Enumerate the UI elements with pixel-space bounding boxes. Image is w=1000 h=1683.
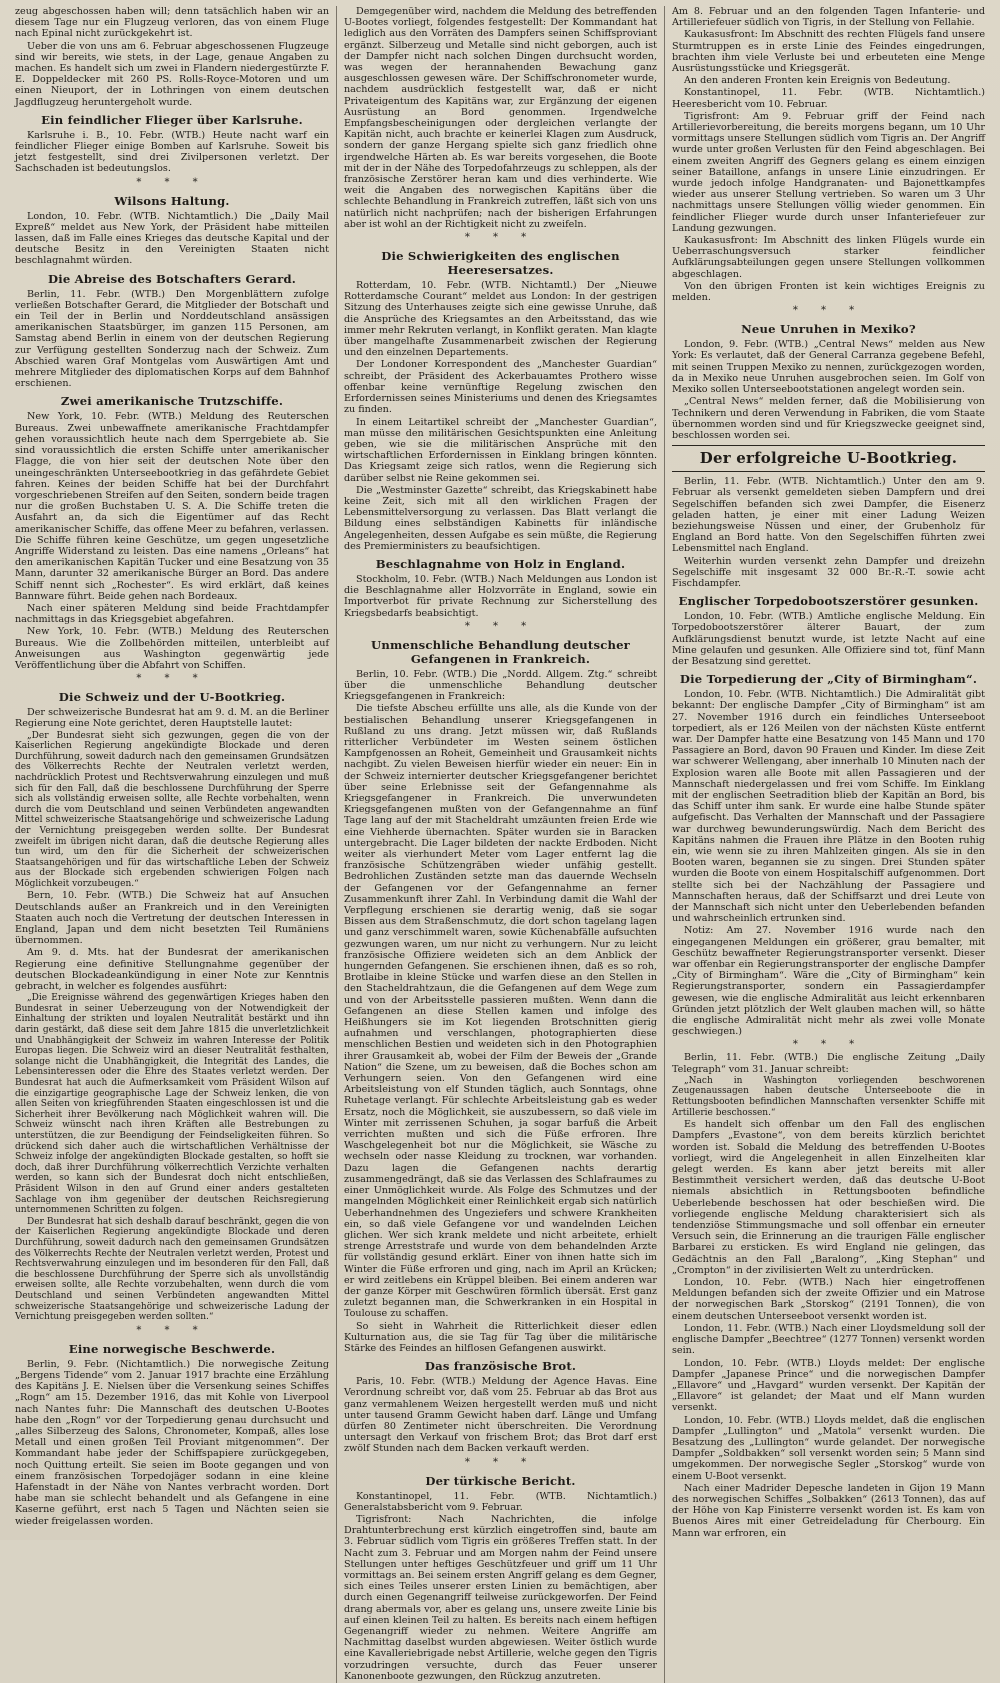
paragraph: London, 9. Febr. (WTB.) „Central News“ melden aus New York: Es verlautet, daß der General Carranza gegebene Befehl, mit seinen Truppen Mexiko zu nennen, zurückgezogen worden, da in Mexiko neue Unruhen ausgebrochen seien. Im Golf von Mexiko sollen Unterseebootstationen angelegt worden sein. <box>672 339 985 396</box>
paragraph: New York, 10. Febr. (WTB.) Meldung des Reuterschen Bureaus. Zwei unbewaffnete amerikanische Frachtdampfer gehen voraussichtlich heute nach dem Sperrgebiete ab. Sie sind voraussichtlich die ersten Schiffe unter amerikanischer Flagge, die von hier seit der deutschen Note über den uneingeschränkten Unterseebootkrieg in das gefährdete Gebiet fahren. Keines der beiden Schiffe hat bei der Durchfahrt vorgeschriebenen Streifen auf den Seiten, sondern beide tragen nur die großen Buchstaben U. S. A. Die Schiffe treten die Ausfahrt an, da sich die Eigentümer auf das Recht amerikanischer Schiffe, das offene Meer zu befahren, verlassen. Die Schiffe führen keine Geschütze, um gegen ungesetzliche Angriffe Widerstand zu leisten. Das eine namens „Orleans“ hat den amerikanischen Kapitän Tucker und eine Besatzung von 35 Mann, darunter 32 amerikanische Bürger an Bord. Das andere Schiff nennt sich „Rochester“. Es wird erklärt, daß keines Bannware führt. Beide gehen nach Bordeaux. <box>15 411 329 602</box>
paragraph: Am 9. d. Mts. hat der Bundesrat der amerikanischen Regierung eine definitive Stellungnahme gegenüber der deutschen Blockadeankündigung in einer Note zur Kenntnis gebracht, in welcher es folgendes ausführt: <box>15 947 329 993</box>
headline-torpedobootszerstoerer: Englischer Torpedobootszerstörer gesunken. <box>678 594 979 609</box>
paragraph: Demgegenüber wird, nachdem die Meldung des betreffenden U-Bootes vorliegt, folgendes festgestellt: Der Kommandant hat lediglich aus den Vorräten des Dampfers seinen Schiffsproviant ergänzt. Silberzeug und Metalle sind nicht geborgen, auch ist der Dampfer nicht nach solchen Dingen durchsucht worden, was wegen der herannahenden Bewachung ganz ausgeschlossen gewesen wäre. Der Schiffschronometer wurde, nachdem ausdrücklich festgestellt war, daß er nicht Privateigentum des Kapitäns war, zur Ergänzung der eigenen Ausrüstung an Bord genommen. Irgendwelche Empfangsbescheinigungen oder dergleichen verlangte der Kapitän nicht, auch brachte er keinerlei Klagen zum Ausdruck, sondern der ganze Hergang spielte sich ganz friedlich ohne irgendwelche Härten ab. Es war bereits vorgesehen, die Boote mit der in der Nähe des Torpedofahrzeugs zu schleppen, als der französische Zerstörer heran kam und dies verhinderte. Wie weit die Angaben des norwegischen Kapitäns über die schlechte Behandlung in Frankreich zutreffen, läßt sich von uns natürlich nicht nachprüfen; nach der bisherigen Erfahrungen aber ist wohl an der Richtigkeit nicht zu zweifeln. <box>344 6 657 230</box>
paragraph: Berlin, 11. Febr. (WTB.) Den Morgenblättern zufolge verließen Botschafter Gerard, die Mitglieder der Botschaft und ein Teil der in Berlin und Norddeutschland ansässigen amerikanischen Staatsbürger, im ganzen 115 Personen, am Samstag abend Berlin in einem von der deutschen Regierung zur Verfügung gestellten Sonderzug nach der Schweiz. Zum Abschied waren Graf Montgelas vom Auswärtigen Amt und mehrere Mitglieder des diplomatischen Korps auf dem Bahnhof erschienen. <box>15 288 329 390</box>
column-1 <box>8 6 336 1683</box>
paragraph: Der schweizerische Bundesrat hat am 9. d. M. an die Berliner Regierung eine Note gerichtet, deren Hauptstelle lautet: <box>15 707 329 730</box>
paragraph: Kaukasusfront: Im Abschnitt des linken Flügels wurde ein Ueberraschungsversuch starker feindlicher Aufklärungsabteilungen gegen unsere Stellungen vollkommen abgeschlagen. <box>672 235 985 280</box>
headline-city-of-birmingham: Die Torpedierung der „City of Birmingham“. <box>679 672 978 687</box>
paragraph: Die „Westminster Gazette“ schreibt, das Kriegskabinett habe keine Zeit, sich mit all den wirklichen Fragen der Lebensmittelversorgung zu verlassen. Das Blatt verlangt die Bildung eines selbständigen Kabinetts für inländische Angelegenheiten, dessen Aufgabe es sein müßte, die Regierung des Premierministers zu beaufsichtigen. <box>344 484 657 552</box>
paragraph: So sieht in Wahrheit die Ritterlichkeit dieser edlen Kulturnation aus, die sie Tag für Tag über die militärische Stärke des Feindes an hilflosen Gefangenen auswirkt. <box>344 1320 657 1354</box>
headline-mexiko: Neue Unruhen in Mexiko? <box>741 322 916 337</box>
paragraph: New York, 10. Febr. (WTB.) Meldung des Reuterschen Bureaus. Wie die Zollbehörden mitteilen, unterbleibt auf Anweisungen aus Washington gegenwärtig jede Veröffentlichung über die Abfahrt von Schiffen. <box>15 626 329 671</box>
paragraph: Nach einer Madrider Depesche landeten in Gijon 19 Mann des norwegischen Schiffes „Solbakken“ (2613 Tonnen), das auf der Höhe von Kap Finisterre versenkt worden ist. Es kam von Buenos Aires mit einer Getreideladung für Cherbourg. Ein Mann war erfroren, ein <box>672 1482 985 1539</box>
paragraph: An den anderen Fronten kein Ereignis von Bedeutung. <box>684 75 951 87</box>
paragraph: London, 10. Febr. (WTB.) Amtliche englische Meldung. Ein Torpedobootszerstörer älterer Bauart, der zum Aufklärungsdienst benutzt wurde, ist letzte Nacht auf eine Mine gelaufen und gesunken. Alle Offiziere sind tot, fünf Mann der Besatzung sind gerettet. <box>672 611 985 667</box>
headline-gefangene: Unmenschliche Behandlung deutscher Gefangenen in Frankreich. <box>371 637 630 666</box>
separator: * * * <box>792 305 865 317</box>
paragraph: London, 10. Febr. (WTB.) Lloyds meldet, daß die englischen Dampfer „Lullington“ und „Matola“ versenkt wurden. Die Besatzung des „Lullington“ wurde gelandet. Der norwegische Dampfer „Soldbakken“ soll versenkt worden sein; 5 Mann sind umgekommen. Der norwegische Segler „Storskog“ wurde von einem U-Boot versenkt. <box>672 1414 985 1482</box>
paragraph: Berlin, 10. Febr. (WTB.) Die „Nordd. Allgem. Ztg.“ schreibt über die unmenschliche Behandlung deutscher Kriegsgefangenen in Frankreich: <box>344 668 657 703</box>
paragraph: London, 10. Febr. (WTB. Nichtamtlich.) Die „Daily Mail Expreß“ meldet aus New York, der Präsident habe mitteilen lassen, daß im Falle eines Krieges das deutsche Kapital und der deutsche Besitz in den Vereinigten Staaten nicht beschlagnahmt würden. <box>15 210 329 267</box>
column-2 <box>336 6 664 1683</box>
paragraph: Die tiefste Abscheu erfüllte uns alle, als die Kunde von der bestialischen Behandlung unserer Kriegsgefangenen in Rußland zu uns drang. Jetzt müssen wir, daß Rußlands ritterlicher Verbündeter im Westen seinem östlichen Kampfgenossen an Roheit, Gemeinheit und Grausamkeit nichts nachgibt. Zu vielen Beweisen hierfür wieder ein neuer: Ein in der Schweiz internierter deutscher Kriegsgefangener berichtet über seine Erlebnisse seit der Gefangennahme als Kriegsgefangener in Frankreich. Die unverwundeten Kriegsgefangenen mußten von der Gefangennahme an fünf Tage lang auf der mit Stacheldraht umzäunten freien Erde wie eine Viehherde übernachten. Später wurden sie in Baracken untergebracht. Die Lager bildeten der nackte Erdboden. Nicht weiter als vierhundert Meter vom Lager entfernt lag die französische Schützengräben wieder unfähig gestellt. Bedrohlichen Zuständen setzte man das dauernde Wechseln der Gefangenen vor der Gefangennahme an ferner Zusammenkunft ihrer Zahl. In Verbindung damit die Wahl der Verpflegung erschienen sie derartig wenig, daß sie sogar Bissen aus dem Straßenschmutz, die dort schon tagelang lagen und ganz verschimmelt waren, sowie Küchenabfälle aufsuchten gezwungen waren, um nur nicht zu verhungern. Nur zu leicht französische Offiziere weideten sich an dem Anblick der hungernden Gefangenen. Sie erschienen ihnen, daß es so roh, Brotlaibe in kleine Stücke und warfen diese an den Stellen in den Stacheldrahtzaun, die die Gefangenen auf dem Wege zum und von der Arbeitsstelle passieren mußten. Wenn dann die Gefangenen an diese Stellen kamen und infolge des Heißhungers sie im Kot liegenden Brotschnitten gierig aufnahmen und verschlangen, photographierten diese menschlichen Bestien und weideten sich in den Photographien ihrer Grausamkeit ab, wobei der Film der Beweis der „Grande Nation“ die Szene, um zu beweisen, daß die Boches schon am Verhungern seien. Von den Gefangenen wird eine Arbeitsleistung von elf Stunden täglich, auch Sonntags, ohne Ruhetage verlangt. Für schlechte Arbeitsleistung gab es weder Ersatz, noch die Möglichkeit, sie auszubessern, so daß viele im Winter mit zerrissenen Schuhen, ja sogar barfuß die Arbeit verrichten mußten und sich die Füße erfroren. Ihre Waschgelegenheit bot nur die Möglichkeit, sie Wäsche zu wechseln oder nasse Kleidung zu trocknen, war vorhanden. Dazu lagen die Gefangenen nachts derartig zusammengedrängt, daß sie das Verlassen des Schlafraumes zu einer Unmöglichkeit wurde. Als Folge des Schmutzes und der mangelnden Möglichkeit einer Reinlichkeit ergab sich natürlich Ueberhandnehmen des Ungeziefers und schwere Krankheiten ein, so daß viele Gefangene vor und wandelnden Leichen glichen. Wer sich krank meldete und nicht arbeitete, erhielt strenge Arreststrafe und wurde von dem behandelnden Arzte für vollständig gesund erklärt. Einer von ihnen hatte sich im Winter die Füße erfroren und ging, nach im April an Krücken; er wird zeitlebens ein Krüppel bleiben. Bei einem anderen war der ganze Körper mit Geschwüren förmlich übersät. Erst ganz zuletzt begannen man, die Schwerkranken in ein Hospital in Toulouse zu schaffen. <box>344 703 657 1320</box>
paragraph: Karlsruhe i. B., 10. Febr. (WTB.) Heute nacht warf ein feindlicher Flieger einige Bomben auf Karlsruhe. Soweit bis jetzt festgestellt, sind drei Zivilpersonen verletzt. Der Sachschaden ist bedeutungslos. <box>15 129 329 175</box>
separator: * * * <box>792 1039 865 1051</box>
quote-paragraph: Der Bundesrat hat sich deshalb darauf beschränkt, gegen die von der Kaiserlichen Regierung angekündigte Blockade und deren Durchführung, soweit dadurch nach den gemeinsamen Grundsätzen des Völkerrechts Rechte der Neutralen verletzt werden, Protest und Rechtsverwahrung einzulegen und im besonderen für den Fall, daß die beschlossene Durchführung der Sperre sich als unvollständig erweisen sollte, alle Rechte vorzubehalten, wenn durch die vom Deutschland und seinen Verbündeten angewandten Mittel schweizerische Staatsangehörige und schweizerische Ladung der Vernichtung preisgegeben werden sollten.“ <box>15 1216 329 1323</box>
headline-holz: Beschlagnahme von Holz in England. <box>375 556 626 571</box>
column-layout <box>8 6 992 1682</box>
headline-norwegische-beschwerde: Eine norwegische Beschwerde. <box>68 1341 276 1356</box>
paragraph: Berlin, 9. Febr. (Nichtamtlich.) Die norwegische Zeitung „Bergens Tidende“ vom 2. Januar 1917 brachte eine Erzählung des Kapitäns J. E. Nielsen über die Versenkung seines Schiffes „Rogn“ am 15. Dezember 1916, das mit Kohle von Liverpool nach Nantes fuhr: Die Mannschaft des deutschen U-Bootes habe den „Rogn“ vor der Torpedierung genau durchsucht und „alles Silberzeug des Salons, Chronometer, Kompaß, alles lose Metall und einen großen Teil Proviant mitgenommen“. Der Kommandant habe jeder der Schiffspapiere zurückgegeben, noch Quittung erteilt. Sie seien im Boote gegangen und von einem französischen Torpedojäger sodann in eine kleine Hafenstadt in der Nähe von Nantes verbracht worden. Dort habe man sie schlecht behandelt und als Gefangene in eine Kaserne geführt, erst nach 5 Tagen und Nächten seien sie wieder freigelassen worden. <box>15 1358 329 1527</box>
paragraph: London, 10. Febr. (WTB.) Nach hier eingetroffenen Meldungen befanden sich der zweite Offizier und ein Matrose der norwegischen Bark „Storskog“ (2191 Tonnen), die von einem deutschen Unterseeboot versenkt worden ist. <box>672 1277 985 1322</box>
paragraph: Tigrisfront: Am 9. Februar griff der Feind nach Artillerievorbereitung, die bereits morgens begann, um 10 Uhr vormittags unsere Stellungen südlich vom Tigris an. Der Angriff wurde unter großen Verlusten für den Feind abgeschlagen. Bei einem zweiten Angriff des Gegners gelang es einem einzigen seiner Bataillone, anfangs in unsere Linie einzudringen. Er wurde jedoch infolge Handgranaten- und Bajonettkampfes wieder aus unserer Stellung vertrieben. So waren um 3 Uhr nachmittags unsere Stellungen völlig wieder genommen. Ein feindlicher Flieger wurde durch unser Infanteriefeuer zur Landung gezwungen. <box>672 110 985 234</box>
headline-wilson: Wilsons Haltung. <box>114 193 230 208</box>
separator: * * * <box>464 232 537 244</box>
paragraph: Ueber die von uns am 6. Februar abgeschossenen Flugzeuge sind wir bereits, wie stets, in der Lage, genaue Angaben zu machen. Es handelt sich um zwei in Flandern niedergestürzte F. E. Doppeldecker mit 260 PS. Rolls-Royce-Motoren und um einen Nieuport, der in Lothringen von einem deutschen Jagdflugzeug heruntergeholt wurde. <box>15 40 329 108</box>
paragraph: zeug abgeschossen haben will; denn tatsächlich haben wir an diesem Tage nur ein Flugzeug verloren, das von einem Fluge nach Epinal nicht zurückgekehrt ist. <box>15 6 329 40</box>
paragraph: Paris, 10. Febr. (WTB.) Meldung der Agence Havas. Eine Verordnung schreibt vor, daß vom 25. Februar ab das Brot aus ganz vermahlenem Weizen hergestellt werden muß und nicht unter tausend Gramm Gewicht haben darf. Länge und Umfang dürfen 80 Zentimeter nicht überschreiten. Die Verordnung untersagt den Verkauf von frischem Brot; das Brot darf erst zwölf Stunden nach dem Backen verkauft werden. <box>344 1376 657 1455</box>
paragraph: Von den übrigen Fronten ist kein wichtiges Ereignis zu melden. <box>672 280 985 304</box>
quote-paragraph: „Die Ereignisse während des gegenwärtigen Krieges haben den Bundesrat in seiner Ueberzeugung von der Notwendigkeit der Einhaltung der strikten und loyalen Neutralität bestärkt und ihn darin gestärkt, daß diese seit dem Jahre 1815 die unverletzlichkeit und Unabhängigkeit der Schweiz im wahren Interesse der Politik Europas liegen. Die Schweiz wird an dieser Neutralität festhalten, solange nicht die Unabhängigkeit, die Integrität des Landes, die Lebensinteressen oder die Ehre des Staates verletzt werden. Der Bundesrat hat auch die Aufmerksamkeit vom Präsident Wilson auf die einzigartige geographische Lage der Schweiz lenken, die von allen Seiten von kriegführenden Staaten eingeschlossen ist und die Sicherheit ihrer Bevölkerung nach Möglichkeit wahren will. Die Schweiz wünscht nach ihren Kräften alle Bestrebungen zu unterstützen, die zur Beendigung der Feindseligkeiten führen. So drückend sich daher auch die wirtschaftlichen Verhältnisse der Schweiz infolge der angekündigten Blockade gestalten, so hofft sie doch, daß ihrer Durchführung völkerrechtlich Verzichte verhalten werden, so kann sich der Bundesrat doch nicht entschließen, Präsident Wilson in den auf Grund einer anders gestalteten Sachlage von ihm gegenüber der deutschen Reichsregierung unternommenen Schritten zu folgen. <box>15 993 329 1216</box>
headline-trutzschiffe: Zwei amerikanische Trutzschiffe. <box>60 394 284 409</box>
quote-paragraph: „Nach in Washington vorliegenden beschworenen Zeugenaussagen haben deutsche Unterseeboote die in Rettungsbooten befindlichen Mannschaften versenkter Schiffe mit Artillerie beschossen.“ <box>672 1075 985 1118</box>
paragraph: Stockholm, 10. Febr. (WTB.) Nach Meldungen aus London ist die Beschlagnahme aller Holzvorräte in England, sowie ein Importverbot für private Rechnung zur Sicherstellung des Kriegsbedarfs beabsichtigt. <box>344 573 657 619</box>
headline-brot: Das französische Brot. <box>424 1359 577 1374</box>
paragraph: Der Londoner Korrespondent des „Manchester Guardian“ schreibt, der Präsident des Ackerbauamtes Prothero wisse offenbar keine vernünftige Regelung zwischen den Erfordernissen seines Ministeriums und denen des Kriegsamtes zu finden. <box>344 359 657 416</box>
headline-gerard: Die Abreise des Botschafters Gerard. <box>47 271 296 286</box>
paragraph: Berlin, 11. Febr. (WTB. Nichtamtlich.) Unter den am 9. Februar als versenkt gemeldeten sieben Dampfern und drei Segelschiffen befanden sich zwei Dampfer, die Eisenerz geladen hatten, je einer mit einer Ladung Weizen beziehungsweise Nüssen und einer, der Grubenholz für England an Bord hatte. Von den Segelschiffen führten zwei Lebensmittel nach England. <box>672 476 985 555</box>
paragraph: Rotterdam, 10. Febr. (WTB. Nichtamtl.) Der „Nieuwe Rotterdamsche Courant“ meldet aus London: In der gestrigen Sitzung des Unterhauses zeigte sich eine gewisse Unruhe, daß die Ansprüche des Kriegsamtes an den Arbeitsstand, das wie immer mehr Rekruten verlangt, in Konflikt geraten. Man klagte über mangelhafte Zusammenarbeit zwischen der Regierung und den einzelnen Departements. <box>344 280 657 359</box>
paragraph: Konstantinopel, 11. Febr. (WTB. Nichtamtlich.) Heeresbericht vom 10. Februar. <box>672 87 985 110</box>
headline-u-bootkrieg: Der erfolgreiche U-Bootkrieg. <box>672 445 985 472</box>
paragraph: In einem Leitartikel schreibt der „Manchester Guardian“, man müsse den militärischen Gesichtspunkten eine Anleitung geben, wie sie die militärischen Ansprüche mit den wirtschaftlichen Erfordernissen in Einklang bringen könnten. Das Kriegsamt zeige sich ratlos, wenn die Regierung sich darüber selbst nie Reine gekommen sei. <box>344 416 657 484</box>
headline-tuerkischer-bericht: Der türkische Bericht. <box>425 1473 576 1488</box>
headline-schweiz: Die Schweiz und der U-Bootkrieg. <box>58 690 286 705</box>
separator: * * * <box>136 176 208 188</box>
paragraph: London, 10. Febr. (WTB. Nichtamtlich.) Die Admiralität gibt bekannt: Der englische Dampfer „City of Birmingham“ ist am 27. November 1916 durch ein feindliches Unterseeboot torpediert, als er 126 Meilen von der nächsten Küste entfernt war. Der Dampfer hatte eine Besatzung von 145 Mann und 170 Passagiere an Bord, davon 90 Frauen und Kinder. Im diese Zeit war schwerer Wellengang, aber innerhalb 10 Minuten nach der Explosion waren alle Boote mit allen Passagieren und der Mannschaft niedergelassen und frei vom Schiffe. Im Einklang mit der englischen Seetradition blieb der Kapitän an Bord, bis das Schiff unter ihm sank. Er wurde eine halbe Stunde später aufgefischt. Das Verhalten der Mannschaft und der Passagiere war durchweg bewunderungswürdig. Nach dem Bericht des Kapitäns nahmen die Frauen ihre Plätze in den Booten ruhig ein, wie wenn sie zu ihren Mahlzeiten gingen. Als sie in den Booten waren, begannen sie zu singen. Drei Stunden später wurden die Boote von einem Hospitalschiff aufgenommen. Dort stellte sich bei der Nachzählung der Passagiere und Mannschaften heraus, daß der Schiffsarzt und drei Leute von der Mannschaft sich nicht unter den Ueberlebenden befanden und wahrscheinlich ertrunken sind. <box>672 689 985 925</box>
paragraph: Kaukasusfront: Im Abschnitt des rechten Flügels fand unsere Sturmtruppen es in erste Linie des Feindes eingedrungen, brachten ihm viele Verluste bei und erbeuteten eine Menge Ausrüstungsstücke und Kriegsgerät. <box>672 29 985 75</box>
column-3 <box>664 6 992 1683</box>
paragraph: Konstantinopel, 11. Febr. (WTB. Nichtamtlich.) Generalstabsbericht vom 9. Februar. <box>344 1490 657 1513</box>
separator: * * * <box>464 1456 537 1468</box>
paragraph: London, 10. Febr. (WTB.) Lloyds meldet: Der englische Dampfer „Japanese Prince“ und die norwegischen Dampfer „Ellavore“ und „Havgard“ wurden versenkt. Der Kapitän der „Ellavore“ ist gelandet; der Maat und elf Mann wurden versenkt. <box>672 1357 985 1414</box>
headline-heeresersatz: Die Schwierigkeiten des englischen Heeresersatzes. <box>381 249 620 278</box>
separator: * * * <box>136 1324 208 1336</box>
paragraph: Berlin, 11. Febr. (WTB.) Die englische Zeitung „Daily Telegraph“ vom 31. Januar schreibt: <box>672 1052 985 1075</box>
paragraph: Bern, 10. Febr. (WTB.) Die Schweiz hat auf Ansuchen Deutschlands außer an Frankreich und in den Vereinigten Staaten auch noch die Vertretung der deutschen Interessen in England, Japan und dem nicht besetzten Teil Rumäniens übernommen. <box>15 890 329 947</box>
paragraph: Weiterhin wurden versenkt zehn Dampfer und dreizehn Segelschiffe mit insgesamt 32 000 Br.-R.-T. sowie acht Fischdampfer. <box>672 555 985 589</box>
separator: * * * <box>464 620 537 632</box>
separator: * * * <box>136 673 208 685</box>
paragraph: Notiz: Am 27. November 1916 wurde nach den eingegangenen Meldungen ein größerer, grau bemalter, mit Geschütz bewaffneter Regierungstransporter versenkt. Dieser war offenbar ein Regierungstransporter der englische Dampfer „City of Birmingham“. Wäre die „City of Birmingham“ kein Regierungstransporter, sondern ein Passagierdampfer gewesen, wie die englische Admiralität aus leicht erkennbaren Gründen jetzt plötzlich der Welt glauben machen will, so hätte die englische Admiralität nicht mehr als zwei volle Monate geschwiegen.) <box>672 925 985 1038</box>
paragraph: Es handelt sich offenbar um den Fall des englischen Dampfers „Evastone“, von dem bereits kürzlich berichtet worden ist. Sobald die Meldung des betreffenden U-Bootes vorliegt, wird die Angelegenheit in allen Einzelheiten klar gelegt werden. Es kann aber jetzt bereits mit aller Bestimmtheit versichert werden, daß das deutsche U-Boot niemals absichtlich in Rettungsbooten befindliche Ueberlebende beschossen hat oder beschießen wird. Die vorliegende englische Meldung charakterisiert sich als tendenziöse Stimmungsmache und soll offenbar ein erneuter Versuch sein, die Erinnerung an die traurigen Fälle englischer Barbarei zu ersticken. Es wird England nie gelingen, das Gedächtnis an den Fall „Baralong“, „King Stephan“ und „Crompton“ in der zivilisierten Welt zu unterdrücken. <box>672 1119 985 1276</box>
paragraph: London, 11. Febr. (WTB.) Nach einer Lloydsmeldung soll der englische Dampfer „Beechtree“ (1277 Tonnen) versenkt worden sein. <box>672 1322 985 1357</box>
paragraph: Tigrisfront: Nach Nachrichten, die infolge Drahtunterbrechung erst kürzlich eingetroffen sind, baute am 3. Februar südlich vom Tigris ein größeres Treffen statt. In der Nacht zum 3. Februar und am Morgen nahm der Feind unsere Stellungen unter heftiges Geschützfeuer und griff um 11 Uhr vormittags an. Bei seinem ersten Angriff gelang es dem Gegner, sich eines Teiles unserer ersten Linien zu bemächtigen, aber durch einen Gegenangriff teilweise zurückgeworfen. Der Feind drang abermals vor, aber es gelang uns, unsere zweite Linie bis auf einen kleinen Teil zu halten. Es bereits nach einem heftigen Gegenangriff wieder zu nehmen. Weitere Angriffe am Nachmittag daselbst wurden abgewiesen. Weiter östlich wurde eine Kavalleriebrigade nebst Artillerie, welche gegen den Tigris vorzudringen versuchte, durch das Feuer unserer Kanonenboote gezwungen, den Rückzug anzutreten. <box>344 1513 657 1682</box>
paragraph: Nach einer späteren Meldung sind beide Frachtdampfer nachmittags in das Kriegsgebiet abgefahren. <box>15 602 329 626</box>
paragraph: „Central News“ melden ferner, daß die Mobilisierung von Technikern und deren Verwendung in Fabriken, die vom Staate übernommen worden sind und für Kriegszwecke geeignet sind, beschlossen worden sei. <box>672 396 985 441</box>
headline-karlsruhe: Ein feindlicher Flieger über Karlsruhe. <box>41 112 303 127</box>
quote-paragraph: „Der Bundesrat sieht sich gezwungen, gegen die von der Kaiserlichen Regierung angekündigte Blockade und deren Durchführung, soweit dadurch nach den gemeinsamen Grundsätzen des Völkerrechts Rechte der Neutralen verletzt werden, nachdrücklich Protest und Rechtsverwahrung einzulegen und muß sich für den Fall, daß die beschlossene Durchführung der Sperre sich als vollständig erweisen sollte, alle Rechte vorbehalten, wenn durch die vom Deutschland und seinen Verbündeten angewandten Mittel schweizerische Staatsangehörige und schweizerische Ladung der Vernichtung preisgegeben werden sollte. Der Bundesrat zweifelt im übrigen nicht daran, daß die deutsche Regierung alles tun wird, um den für die Sicherheit der schweizerischen Staatsangehörigen und für das wirtschaftliche Leben der Schweiz aus der Blockade sich ergebenden schwierigen Folgen nach Möglichkeit vorzubeugen.“ <box>15 730 329 889</box>
paragraph: Am 8. Februar und an den folgenden Tagen Infanterie- und Artilleriefeuer südlich von Tigris, in der Stellung von Fellahie. <box>672 6 985 29</box>
